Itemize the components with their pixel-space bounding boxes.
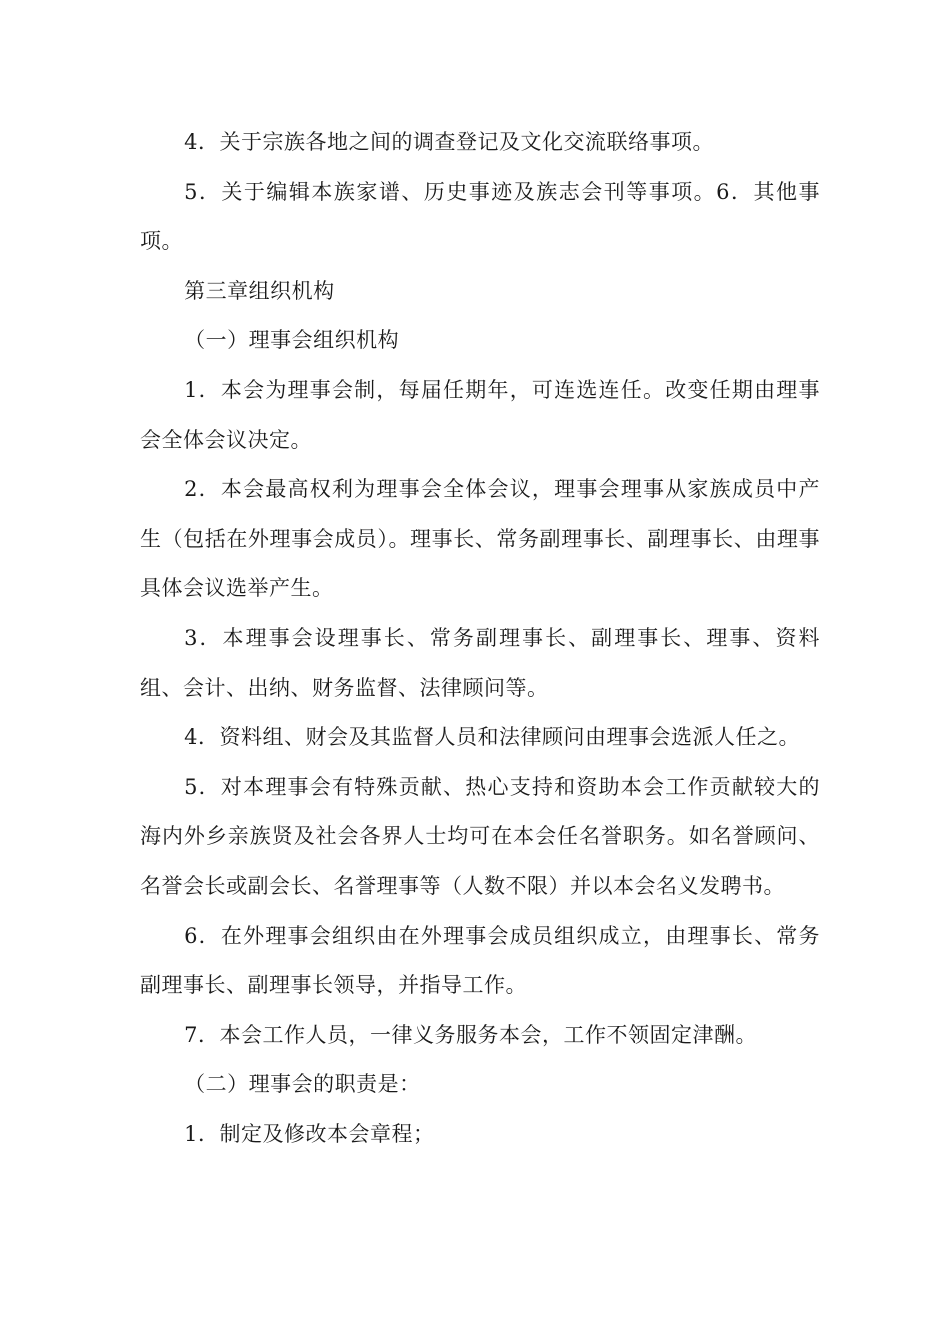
- chapter-heading: 第三章组织机构: [184, 278, 335, 303]
- paragraph-item-4-survey: 4．关于宗族各地之间的调查登记及文化交流联络事项。: [184, 130, 714, 154]
- paragraph-item-5-honorary-roles: 5．对本理事会有特殊贡献、热心支持和资助本会工作贡献较大的海内外乡亲族贤及社会各界人士均可在本会任名誉职务。如名誉顾问、名誉会长或副会长、名誉理事等（人数不限）并以本会名义发聘书。: [140, 774, 820, 898]
- paragraph-item-2-highest-authority: 2．本会最高权利为理事会全体会议，理事会理事从家族成员中产生（包括在外理事会成员）。理事长、常务副理事长、副理事长、由理事具体会议选举产生。: [140, 477, 820, 601]
- paragraph-item-4-appointments: 4．资料组、财会及其监督人员和法律顾问由理事会选派人任之。: [184, 725, 800, 750]
- paragraph-item-5-genealogy: 5．关于编辑本族家谱、历史事迹及族志会刊等事项。6．其他事项。: [140, 179, 820, 254]
- paragraph-item-6-external-council: 6．在外理事会组织由在外理事会成员组织成立，由理事长、常务副理事长、副理事长领导，并指导工作。: [140, 923, 820, 998]
- section-heading-council-duties: （二）理事会的职责是：: [184, 1072, 421, 1097]
- document-body: [140, 118, 820, 1159]
- paragraph-item-3-positions: 3．本理事会设理事长、常务副理事长、副理事长、理事、资料组、会计、出纳、财务监督、法律顾问等。: [140, 625, 820, 700]
- paragraph-item-7-volunteer-staff: 7．本会工作人员，一律义务服务本会，工作不领固定津酬。: [184, 1022, 757, 1047]
- paragraph-duty-1-charter: 1．制定及修改本会章程；: [184, 1121, 435, 1146]
- section-heading-council-structure: （一）理事会组织机构: [184, 328, 400, 353]
- paragraph-item-1-council-system: 1．本会为理事会制，每届任期年，可连选连任。改变任期由理事会全体会议决定。: [140, 377, 820, 452]
